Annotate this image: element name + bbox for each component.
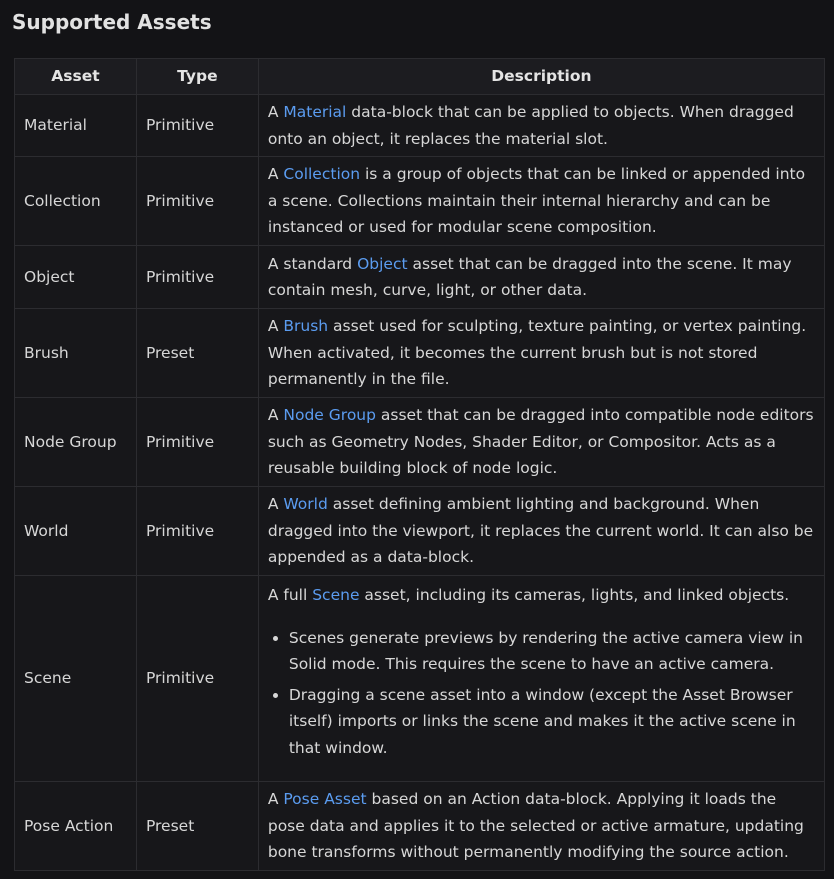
desc-text: asset used for sculpting, texture painting, or vertex painting. When activated, it becomes the current brush but is not stored permanently in the file.: [267, 317, 807, 389]
type-cell: Primitive: [136, 398, 258, 487]
desc-text: A: [267, 317, 284, 336]
description-cell: [258, 95, 824, 157]
desc-text: A: [267, 103, 284, 121]
collection-link[interactable]: Collection: [283, 165, 361, 184]
type-cell: Primitive: [136, 246, 258, 309]
supported-assets-table: [14, 58, 825, 871]
asset-cell: Material: [15, 95, 137, 157]
desc-text: based on an Action data-block. Applying it loads the pose data and applies it to the selected or active armature, updating bone transforms without permanently modifying the source action.: [267, 790, 804, 862]
object-link[interactable]: Object: [357, 254, 408, 273]
type-cell: Primitive: [136, 487, 258, 576]
type-cell: Preset: [136, 309, 258, 398]
desc-text: A full: [267, 586, 313, 604]
desc-text: A: [267, 165, 284, 184]
table-row: [15, 246, 825, 309]
description-cell: [258, 309, 824, 398]
asset-cell: Pose Action: [15, 782, 137, 871]
type-cell: Primitive: [136, 95, 258, 157]
desc-text: asset that can be dragged into the scene. It may contain mesh, curve, light, or other data.: [267, 254, 792, 299]
material-link[interactable]: Material: [283, 103, 347, 121]
desc-text: asset defining ambient lighting and background. When dragged into the viewport, it replaces the current world. It can also be appended as a data-block.: [267, 495, 814, 567]
asset-cell: Object: [15, 246, 137, 309]
pose-asset-link[interactable]: Pose Asset: [283, 790, 367, 809]
desc-text: asset that can be dragged into compatible node editors such as Geometry Nodes, Shader Editor, or Compositor. Acts as a reusable building block of node logic.: [267, 406, 814, 478]
table-row: [15, 576, 825, 782]
table-row: [15, 95, 825, 157]
desc-text: A: [267, 790, 284, 809]
list-item: • Scenes generate previews by rendering the active camera view in Solid mode. This requires the scene to have an active camera.: [289, 625, 815, 678]
description-cell: [258, 246, 824, 309]
list-item: • Dragging a scene asset into a window (except the Asset Browser itself) imports or links the scene and makes it the active scene in that window.: [289, 682, 815, 762]
header-description: Description: [258, 59, 824, 95]
type-cell: Primitive: [136, 576, 258, 782]
world-link[interactable]: World: [283, 495, 328, 514]
description-cell: [258, 398, 824, 487]
brush-link[interactable]: Brush: [283, 317, 329, 336]
desc-text: A standard: [267, 254, 358, 273]
description-cell: [258, 576, 824, 782]
desc-text: data-block that can be applied to objects. When dragged onto an object, it replaces the material slot.: [267, 103, 794, 148]
scene-link[interactable]: Scene: [312, 586, 360, 604]
description-cell: [258, 782, 824, 871]
asset-cell: Node Group: [15, 398, 137, 487]
scene-intro: [268, 582, 815, 609]
asset-cell: Scene: [15, 576, 137, 782]
desc-text: A: [267, 406, 284, 425]
table-row: [15, 487, 825, 576]
asset-cell: Brush: [15, 309, 137, 398]
section-title: Supported Assets: [12, 10, 212, 34]
description-cell: [258, 487, 824, 576]
desc-text: A: [267, 495, 284, 514]
table-header-row: [15, 59, 825, 95]
node-group-link[interactable]: Node Group: [283, 406, 376, 425]
header-type: Type: [136, 59, 258, 95]
table-row: [15, 782, 825, 871]
asset-cell: Collection: [15, 157, 137, 246]
asset-cell: World: [15, 487, 137, 576]
desc-text: asset, including its cameras, lights, and linked objects.: [359, 586, 790, 604]
header-asset: Asset: [15, 59, 137, 95]
scene-notes-list: [268, 625, 815, 762]
table-row: [15, 157, 825, 246]
type-cell: Primitive: [136, 157, 258, 246]
table-row: [15, 309, 825, 398]
table-row: [15, 398, 825, 487]
description-cell: [258, 157, 824, 246]
type-cell: Preset: [136, 782, 258, 871]
desc-text: is a group of objects that can be linked or appended into a scene. Collections maintain their internal hierarchy and can be instanced or used for modular scene composition.: [267, 165, 806, 237]
